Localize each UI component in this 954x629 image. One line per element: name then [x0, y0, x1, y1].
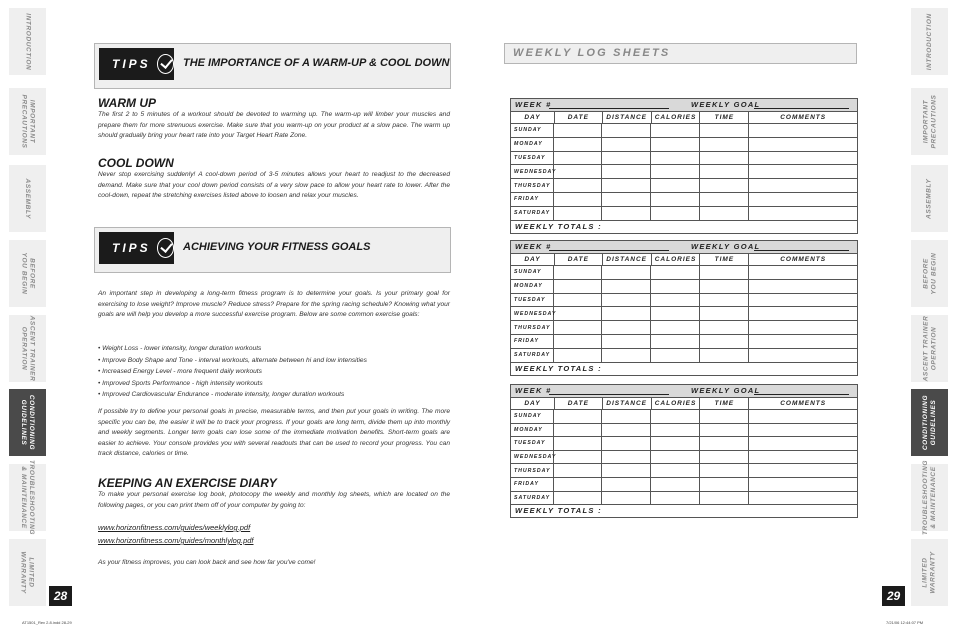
log-day-row: [511, 266, 857, 280]
weekly-goal-label: WEEKLY GOAL: [691, 100, 761, 109]
day-label: TUESDAY: [511, 294, 554, 307]
weekly-log-table: [510, 240, 858, 376]
column-header: COMMENTS: [780, 256, 827, 263]
left-nav-tab[interactable]: [9, 539, 46, 606]
log-entry-cell[interactable]: [749, 294, 857, 307]
log-entry-cell[interactable]: [602, 294, 651, 307]
log-entry-cell[interactable]: [700, 321, 749, 334]
log-entry-cell[interactable]: [749, 335, 857, 348]
day-label: SATURDAY: [511, 207, 554, 220]
print-footer-right: 7/21/06 12:44:07 PM: [886, 620, 924, 625]
log-entry-cell[interactable]: [554, 321, 602, 334]
day-label: THURSDAY: [511, 179, 554, 192]
week-number-label: WEEK #: [515, 100, 552, 109]
column-header: DATE: [555, 398, 603, 409]
left-nav-tab[interactable]: [9, 459, 46, 536]
column-header: DAY: [511, 398, 555, 409]
left-nav-tab-label: TROUBLESHOOTING & MAINTENANCE: [20, 459, 35, 536]
log-day-row: [511, 464, 857, 478]
log-entry-cell[interactable]: [749, 464, 857, 477]
left-nav-tab-label: CONDITIONING GUIDELINES: [20, 394, 36, 451]
left-nav-tab-label: LIMITED WARRANTY: [20, 551, 36, 594]
log-entry-cell[interactable]: [749, 437, 857, 450]
column-header: DATE: [555, 254, 603, 265]
log-entry-cell[interactable]: [749, 349, 857, 362]
monthly-log-link[interactable]: www.horizonfitness.com/guides/monthlylog.pdf: [98, 536, 254, 545]
log-entry-cell[interactable]: [602, 335, 651, 348]
column-header: CALORIES: [652, 254, 701, 265]
left-nav-tab-label: ASSEMBLY: [24, 178, 32, 219]
column-header: DATE: [555, 112, 603, 123]
left-nav-tab[interactable]: [9, 165, 46, 232]
column-header-row: [511, 112, 857, 124]
day-label: MONDAY: [511, 424, 554, 437]
log-entry-cell[interactable]: [602, 266, 651, 279]
log-entry-cell[interactable]: [554, 266, 602, 279]
cooldown-heading: COOL DOWN: [98, 156, 174, 170]
log-entry-cell[interactable]: [749, 193, 857, 206]
log-entry-cell[interactable]: [602, 280, 651, 293]
column-header: DAY: [511, 112, 555, 123]
log-entry-cell[interactable]: [554, 124, 602, 137]
log-day-row: [511, 335, 857, 349]
weekly-totals-row: [511, 505, 857, 517]
right-nav-tab-label: IMPORTANT PRECAUTIONS: [922, 94, 937, 149]
log-entry-cell[interactable]: [602, 349, 651, 362]
goal-list-item: • Weight Loss - lower intensity, longer duration workouts: [98, 345, 262, 352]
log-entry-cell[interactable]: [602, 464, 651, 477]
log-entry-cell[interactable]: [651, 464, 700, 477]
diary-text: To make your personal exercise log book, photocopy the weekly and monthly log sheets, which are located on the following pages, or you can print them off of your computer by going to:: [98, 491, 450, 509]
log-entry-cell[interactable]: [700, 124, 749, 137]
weekly-totals-label: WEEKLY TOTALS :: [515, 221, 602, 231]
weekly-totals-label: WEEKLY TOTALS :: [515, 363, 602, 373]
log-entry-cell[interactable]: [651, 492, 700, 505]
right-nav-tab-label: LIMITED WARRANTY: [922, 551, 937, 594]
log-day-row: [511, 152, 857, 166]
log-entry-cell[interactable]: [749, 478, 857, 491]
log-entry-cell[interactable]: [554, 179, 602, 192]
log-entry-cell[interactable]: [651, 478, 700, 491]
log-entry-cell[interactable]: [554, 335, 602, 348]
left-nav-tab[interactable]: [9, 315, 46, 382]
log-entry-cell[interactable]: [749, 451, 857, 464]
day-label: FRIDAY: [511, 193, 554, 206]
log-entry-cell[interactable]: [554, 492, 602, 505]
log-entry-cell[interactable]: [602, 478, 651, 491]
column-header: COMMENTS: [780, 114, 827, 121]
log-entry-cell[interactable]: [602, 124, 651, 137]
print-footer-left: AT1501_Rev 2.8.indd 28-29: [22, 620, 72, 625]
right-nav-tab-label: TROUBLESHOOTING & MAINTENANCE: [922, 459, 937, 536]
day-label: THURSDAY: [511, 464, 554, 477]
log-day-row: [511, 321, 857, 335]
right-nav-tab[interactable]: [911, 459, 948, 536]
log-entry-cell[interactable]: [749, 321, 857, 334]
goal-list-item: • Improve Body Shape and Tone - interval workouts, alternate between hi and low intensities: [98, 356, 367, 364]
log-entry-cell[interactable]: [749, 207, 857, 220]
left-nav-tab-label: ASCENT TRAINER OPERATION: [20, 315, 36, 382]
tips-badge: [99, 48, 174, 80]
log-entry-cell[interactable]: [554, 152, 602, 165]
left-nav-tab-label: BEFORE YOU BEGIN: [20, 252, 36, 295]
log-entry-cell[interactable]: [602, 321, 651, 334]
log-entry-cell[interactable]: [651, 138, 700, 151]
log-entry-cell[interactable]: [700, 179, 749, 192]
log-entry-cell[interactable]: [554, 307, 602, 320]
log-entry-cell[interactable]: [554, 424, 602, 437]
log-day-row: [511, 437, 857, 451]
week-header-row: [511, 385, 857, 398]
log-entry-cell[interactable]: [749, 138, 857, 151]
right-nav-tab-label: ASCENT TRAINER OPERATION: [922, 315, 937, 382]
log-entry-cell[interactable]: [602, 437, 651, 450]
day-label: THURSDAY: [511, 321, 554, 334]
goal-list-item: • Increased Energy Level - more frequent daily workouts: [98, 368, 262, 375]
weekly-totals-row: [511, 363, 857, 375]
log-entry-cell[interactable]: [554, 280, 602, 293]
log-entry-cell[interactable]: [700, 335, 749, 348]
log-entry-cell[interactable]: [700, 152, 749, 165]
log-entry-cell[interactable]: [602, 165, 651, 178]
weekly-goal-label: WEEKLY GOAL: [691, 386, 761, 395]
right-nav-tab-label: INTRODUCTION: [925, 12, 933, 71]
diary-closing: As your fitness improves, you can look back and see how far you've come!: [98, 559, 316, 566]
log-entry-cell[interactable]: [651, 437, 700, 450]
log-entry-cell[interactable]: [602, 307, 651, 320]
left-nav-tab-label: IMPORTANT PRECAUTIONS: [20, 94, 36, 149]
log-entry-cell[interactable]: [651, 307, 700, 320]
goals-intro: An important step in developing a long-term fitness program is to determine your goals. Is your primary goal for exercising to lose weight? Improve muscle? Reduce stress? Prepare for the spring racing schedule? Knowing what your goals are will help you develop a more successful exercise program. Below are some common exercise goals:: [98, 290, 450, 318]
log-entry-cell[interactable]: [651, 152, 700, 165]
log-entry-cell[interactable]: [749, 152, 857, 165]
right-nav-tab-label: ASSEMBLY: [925, 178, 933, 219]
right-nav-tab[interactable]: [911, 389, 948, 456]
log-entry-cell[interactable]: [700, 207, 749, 220]
log-day-row: [511, 478, 857, 492]
log-entry-cell[interactable]: [602, 424, 651, 437]
column-header: COMMENTS: [780, 400, 827, 407]
weekly-totals-label: WEEKLY TOTALS :: [515, 506, 602, 516]
log-day-row: [511, 294, 857, 308]
log-day-row: [511, 179, 857, 193]
week-number-field[interactable]: [549, 250, 669, 251]
tip-title-warmup: THE IMPORTANCE OF A WARM-UP & COOL DOWN: [183, 57, 450, 69]
log-day-row: [511, 193, 857, 207]
day-label: MONDAY: [511, 280, 554, 293]
log-day-row: [511, 307, 857, 321]
log-entry-cell[interactable]: [700, 307, 749, 320]
week-number-label: WEEK #: [515, 386, 552, 395]
column-header: DAY: [511, 254, 555, 265]
log-day-row: [511, 165, 857, 179]
log-entry-cell[interactable]: [700, 193, 749, 206]
log-entry-cell[interactable]: [651, 349, 700, 362]
left-nav-tab[interactable]: [9, 88, 46, 155]
right-nav-tab[interactable]: [911, 240, 948, 307]
tips-badge: [99, 232, 174, 264]
column-header-row: [511, 398, 857, 410]
log-entry-cell[interactable]: [554, 478, 602, 491]
warmup-text: The first 2 to 5 minutes of a workout should be devoted to warming up. The warm-up will limber your muscles and prepare them for more strenuous exercise. Make sure that you warm-up on your product at a slow pace. The warm up should gradually bring your heart rate into your Target Heart Rate Zone.: [98, 111, 450, 139]
day-label: WEDNESDAY: [511, 451, 554, 464]
log-entry-cell[interactable]: [700, 266, 749, 279]
log-entry-cell[interactable]: [700, 437, 749, 450]
right-nav-tab-label: CONDITIONING GUIDELINES: [922, 394, 937, 451]
column-header: DISTANCE: [603, 254, 652, 265]
diary-heading: KEEPING AN EXERCISE DIARY: [98, 476, 277, 490]
log-entry-cell[interactable]: [700, 349, 749, 362]
log-entry-cell[interactable]: [602, 179, 651, 192]
log-entry-cell[interactable]: [749, 179, 857, 192]
log-entry-cell[interactable]: [554, 138, 602, 151]
goal-list-item: • Improved Cardiovascular Endurance - moderate intensity, longer duration workouts: [98, 391, 345, 398]
log-entry-cell[interactable]: [602, 492, 651, 505]
right-nav-tab-label: BEFORE YOU BEGIN: [922, 252, 937, 295]
goal-list-item: • Improved Sports Performance - high intensity workouts: [98, 379, 263, 387]
log-entry-cell[interactable]: [554, 294, 602, 307]
checkmark-icon: [157, 238, 174, 258]
log-entry-cell[interactable]: [554, 165, 602, 178]
log-day-row: [511, 451, 857, 465]
right-nav-tab[interactable]: [911, 539, 948, 606]
checkmark-icon: [157, 54, 174, 74]
day-label: WEDNESDAY: [511, 165, 554, 178]
log-entry-cell[interactable]: [749, 266, 857, 279]
day-label: SUNDAY: [511, 266, 554, 279]
log-entry-cell[interactable]: [700, 294, 749, 307]
log-entry-cell[interactable]: [700, 464, 749, 477]
log-entry-cell[interactable]: [651, 451, 700, 464]
log-entry-cell[interactable]: [651, 424, 700, 437]
log-entry-cell[interactable]: [554, 193, 602, 206]
tips-label: TIPS: [112, 57, 151, 71]
weekly-log-table: [510, 384, 858, 518]
log-entry-cell[interactable]: [651, 165, 700, 178]
log-day-row: [511, 280, 857, 294]
day-label: SATURDAY: [511, 349, 554, 362]
log-day-row: [511, 124, 857, 138]
left-nav-tab-label: INTRODUCTION: [24, 12, 32, 71]
tip-box-goals: [94, 227, 451, 273]
right-nav-tab[interactable]: [911, 165, 948, 232]
log-entry-cell[interactable]: [749, 124, 857, 137]
week-number-field[interactable]: [549, 108, 669, 109]
log-entry-cell[interactable]: [651, 207, 700, 220]
log-entry-cell[interactable]: [602, 138, 651, 151]
right-nav-tab[interactable]: [911, 315, 948, 382]
week-header-row: [511, 99, 857, 112]
log-entry-cell[interactable]: [700, 478, 749, 491]
log-entry-cell[interactable]: [651, 193, 700, 206]
log-entry-cell[interactable]: [554, 410, 602, 423]
log-day-row: [511, 138, 857, 152]
column-header: TIME: [700, 254, 749, 265]
log-entry-cell[interactable]: [700, 451, 749, 464]
page-number-left: 28: [49, 586, 72, 606]
log-entry-cell[interactable]: [651, 294, 700, 307]
column-header: CALORIES: [652, 112, 701, 123]
log-entry-cell[interactable]: [554, 437, 602, 450]
log-day-row: [511, 207, 857, 221]
weekly-log-table: [510, 98, 858, 234]
log-entry-cell[interactable]: [651, 280, 700, 293]
day-label: SUNDAY: [511, 124, 554, 137]
weekly-goal-field[interactable]: [754, 108, 849, 109]
log-entry-cell[interactable]: [651, 410, 700, 423]
log-entry-cell[interactable]: [602, 193, 651, 206]
weekly-goal-field[interactable]: [754, 250, 849, 251]
warmup-heading: WARM UP: [98, 96, 156, 110]
log-entry-cell[interactable]: [749, 424, 857, 437]
log-entry-cell[interactable]: [651, 266, 700, 279]
log-entry-cell[interactable]: [700, 424, 749, 437]
log-entry-cell[interactable]: [602, 207, 651, 220]
log-entry-cell[interactable]: [554, 451, 602, 464]
right-nav-tab[interactable]: [911, 8, 948, 75]
right-nav-tab[interactable]: [911, 88, 948, 155]
left-nav-tab[interactable]: [9, 240, 46, 307]
weekly-totals-row: [511, 221, 857, 233]
day-label: WEDNESDAY: [511, 307, 554, 320]
column-header: DISTANCE: [603, 398, 652, 409]
day-label: SUNDAY: [511, 410, 554, 423]
log-sheets-title: WEEKLY LOG SHEETS: [513, 47, 671, 59]
log-entry-cell[interactable]: [700, 492, 749, 505]
day-label: FRIDAY: [511, 335, 554, 348]
week-number-label: WEEK #: [515, 242, 552, 251]
day-label: MONDAY: [511, 138, 554, 151]
log-day-row: [511, 492, 857, 506]
log-entry-cell[interactable]: [700, 165, 749, 178]
weekly-goal-label: WEEKLY GOAL: [691, 242, 761, 251]
tip-title-goals: ACHIEVING YOUR FITNESS GOALS: [183, 241, 371, 253]
column-header: TIME: [700, 112, 749, 123]
column-header-row: [511, 254, 857, 266]
log-entry-cell[interactable]: [700, 138, 749, 151]
log-entry-cell[interactable]: [749, 307, 857, 320]
log-entry-cell[interactable]: [554, 207, 602, 220]
week-header-row: [511, 241, 857, 254]
goals-paragraph: If possible try to define your personal goals in precise, measurable terms, and then put your goals in writing. The more specific you can be, the easier it will be to track your progress. If your goals are long term, divide them up into monthly and weekly segments. Longer term goals can lose some of the immediate motivation benefits. Short-term goals are easier to achieve. Your console provides you with several readouts that can be used to record your progress. You can track distance, calories or time.: [98, 408, 450, 457]
weekly-goal-field[interactable]: [754, 394, 849, 395]
goals-list: [98, 343, 450, 401]
log-entry-cell[interactable]: [554, 349, 602, 362]
log-entry-cell[interactable]: [700, 410, 749, 423]
column-header: DISTANCE: [603, 112, 652, 123]
column-header: TIME: [700, 398, 749, 409]
log-entry-cell[interactable]: [651, 124, 700, 137]
page-number-right: 29: [882, 586, 905, 606]
log-entry-cell[interactable]: [700, 280, 749, 293]
tip-box-warmup: [94, 43, 451, 89]
tips-label: TIPS: [112, 241, 151, 255]
weekly-log-link[interactable]: www.horizonfitness.com/guides/weeklylog.pdf: [98, 523, 251, 532]
log-entry-cell[interactable]: [749, 492, 857, 505]
day-label: FRIDAY: [511, 478, 554, 491]
day-label: TUESDAY: [511, 437, 554, 450]
log-entry-cell[interactable]: [749, 165, 857, 178]
log-day-row: [511, 424, 857, 438]
day-label: TUESDAY: [511, 152, 554, 165]
log-day-row: [511, 349, 857, 363]
log-entry-cell[interactable]: [749, 410, 857, 423]
log-entry-cell[interactable]: [651, 335, 700, 348]
log-entry-cell[interactable]: [651, 321, 700, 334]
log-entry-cell[interactable]: [554, 464, 602, 477]
log-entry-cell[interactable]: [651, 179, 700, 192]
day-label: SATURDAY: [511, 492, 554, 505]
weekly-log-sheets-banner: [504, 43, 857, 64]
week-number-field[interactable]: [549, 394, 669, 395]
log-entry-cell[interactable]: [602, 451, 651, 464]
cooldown-text: Never stop exercising suddenly! A cool-down period of 3-5 minutes allows your heart to readjust to the decreased demand. Make sure that your cool down period consists of a very slow pace to allow your heart rate to lower. After the cool-down, repeat the stretching exercises listed above to loosen and relax your muscles.: [98, 171, 450, 199]
log-entry-cell[interactable]: [602, 152, 651, 165]
left-nav-tab[interactable]: [9, 8, 46, 75]
log-entry-cell[interactable]: [749, 280, 857, 293]
column-header: CALORIES: [652, 398, 701, 409]
log-day-row: [511, 410, 857, 424]
log-entry-cell[interactable]: [602, 410, 651, 423]
left-nav-tab[interactable]: [9, 389, 46, 456]
